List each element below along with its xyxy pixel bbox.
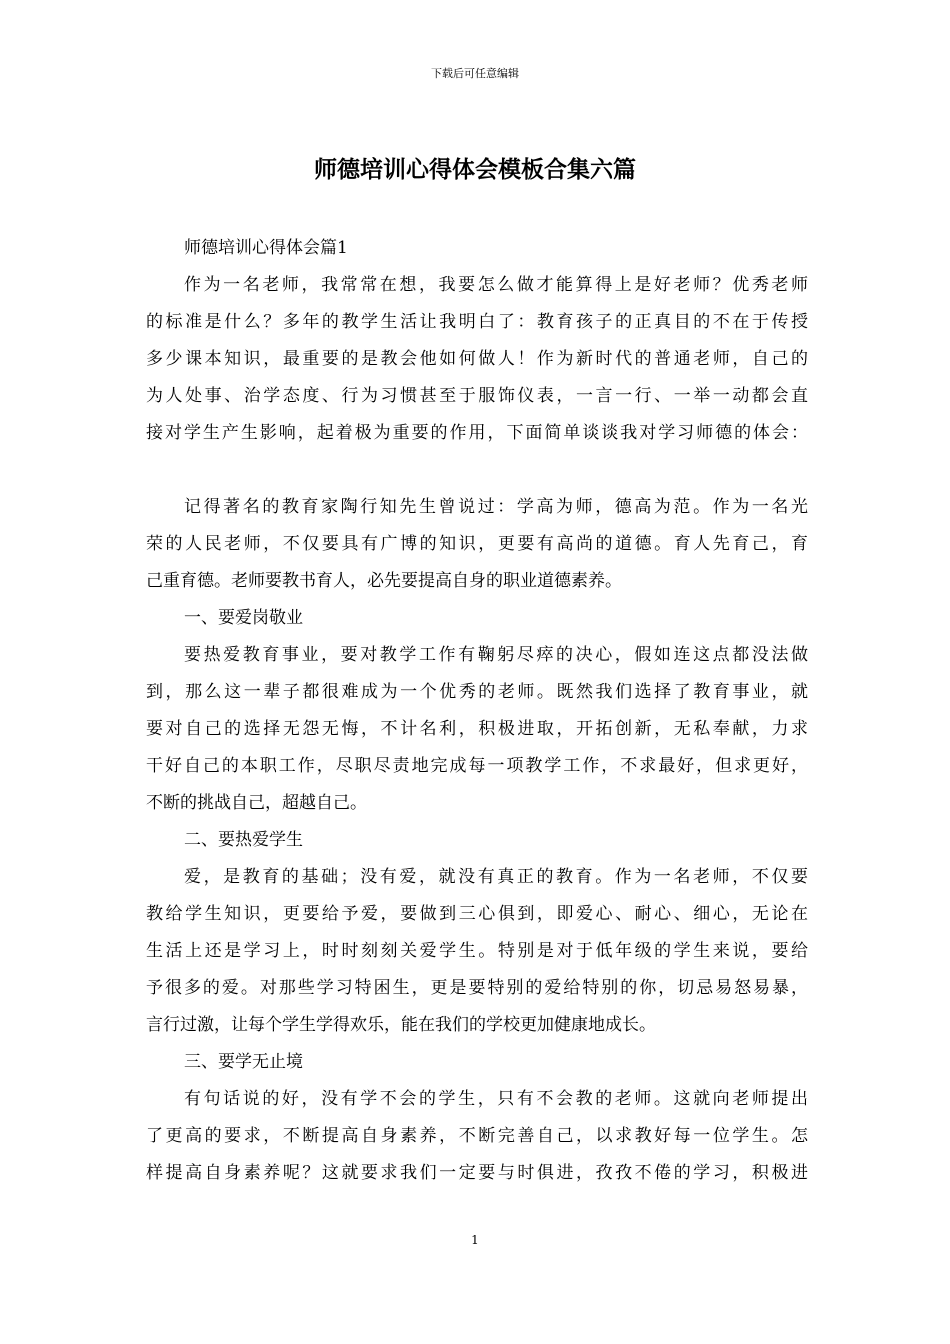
text-line: 荣的人民老师，不仅要具有广博的知识，更要有高尚的道德。育人先育己，育 [146, 534, 808, 554]
text-line: 爱，是教育的基础；没有爱，就没有真正的教育。作为一名老师，不仅要 [184, 867, 808, 887]
text-line: 的标准是什么？多年的教学生活让我明白了：教育孩子的正真目的不在于传授 [146, 312, 808, 332]
text-line: 接对学生产生影响，起着极为重要的作用，下面简单谈谈我对学习师德的体会： [146, 423, 808, 443]
text-line: 师德培训心得体会篇1 [184, 238, 348, 258]
text-line: 二、要热爱学生 [184, 830, 303, 850]
text-line: 样提高自身素养呢？这就要求我们一定要与时俱进，孜孜不倦的学习，积极进 [146, 1163, 808, 1183]
text-line: 了更高的要求，不断提高自身素养，不断完善自己，以求教好每一位学生。怎 [146, 1126, 808, 1146]
text-line: 要对自己的选择无怨无悔，不计名利，积极进取，开拓创新，无私奉献，力求 [146, 719, 808, 739]
text-line: 要热爱教育事业，要对教学工作有鞠躬尽瘁的决心，假如连这点都没法做 [184, 645, 808, 665]
text-line: 言行过激，让每个学生学得欢乐，能在我们的学校更加健康地成长。 [146, 1015, 656, 1035]
text-line: 到，那么这一辈子都很难成为一个优秀的老师。既然我们选择了教育事业，就 [146, 682, 808, 702]
text-line: 三、要学无止境 [184, 1052, 303, 1072]
document-body [146, 230, 808, 1192]
page-number: 1 [471, 1233, 479, 1247]
text-line: 生活上还是学习上，时时刻刻关爱学生。特别是对于低年级的学生来说，要给 [146, 941, 808, 961]
text-line: 己重育德。老师要教书育人，必先要提高自身的职业道德素养。 [146, 571, 622, 591]
blank-line [146, 452, 808, 489]
text-line: 多少课本知识，最重要的是教会他如何做人！作为新时代的普通老师，自己的 [146, 349, 808, 369]
text-line: 予很多的爱。对那些学习特困生，更是要特别的爱给特别的你，切忌易怒易暴， [146, 978, 808, 998]
text-line: 为人处事、治学态度、行为习惯甚至于服饰仪表，一言一行、一举一动都会直 [146, 386, 808, 406]
text-line: 不断的挑战自己，超越自己。 [146, 793, 367, 813]
text-line: 干好自己的本职工作，尽职尽责地完成每一项教学工作，不求最好，但求更好， [146, 756, 808, 776]
header-note: 下载后可任意编辑 [431, 67, 519, 80]
text-line: 作为一名老师，我常常在想，我要怎么做才能算得上是好老师？优秀老师 [184, 275, 808, 295]
document-title: 师德培训心得体会模板合集六篇 [314, 156, 636, 183]
text-line: 教给学生知识，更要给予爱，要做到三心俱到，即爱心、耐心、细心，无论在 [146, 904, 808, 924]
text-line: 记得著名的教育家陶行知先生曾说过：学高为师，德高为范。作为一名光 [184, 497, 808, 517]
text-line: 有句话说的好，没有学不会的学生，只有不会教的老师。这就向老师提出 [184, 1089, 808, 1109]
text-line: 一、要爱岗敬业 [184, 608, 303, 628]
